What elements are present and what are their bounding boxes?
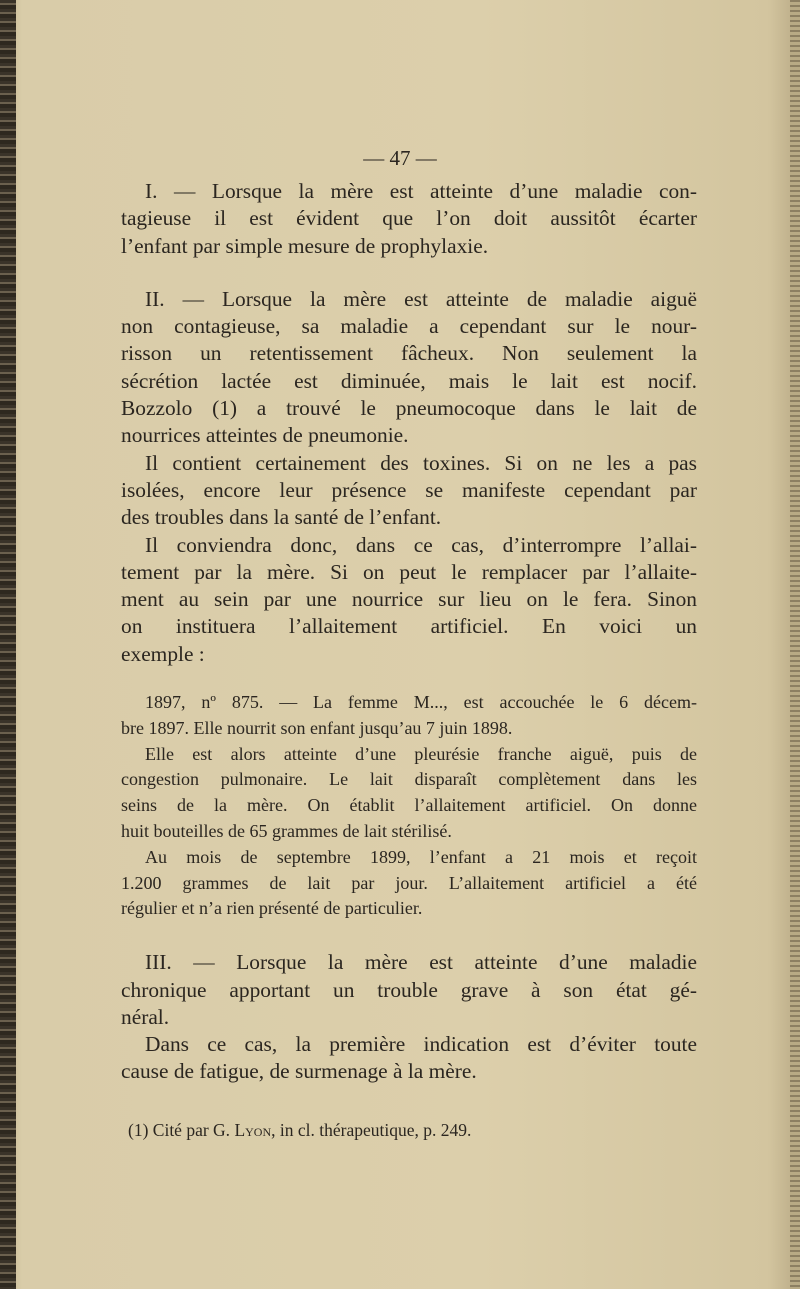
text-line: tagieuse il est évident que l’on doit aussitôt écarter <box>121 206 697 231</box>
text-line: I. — Lorsque la mère est atteinte d’une maladie con- <box>145 179 697 203</box>
text-line: tement par la mère. Si on peut le remplacer par l’allaite- <box>121 559 697 584</box>
text-line: sécrétion lactée est diminuée, mais le lait est nocif. <box>121 368 697 393</box>
text-line: isolées, encore leur présence se manifeste cependant par <box>121 477 697 502</box>
text-line: Dans ce cas, la première indication est d’éviter toute <box>145 1032 697 1057</box>
page-binding <box>0 0 16 1289</box>
text-line: bre 1897. Elle nourrit son enfant jusqu’au 7 juin 1898. <box>121 717 513 738</box>
text-line: on instituera l’allaitement artificiel. En voici un <box>121 614 697 639</box>
text-line: risson un retentissement fâcheux. Non seulement la <box>121 341 697 366</box>
text-line: chronique apportant un trouble grave à son état gé- <box>121 977 697 1002</box>
text-line: l’enfant par simple mesure de prophylaxie. <box>121 233 489 258</box>
text-line: Il contient certainement des toxines. Si on ne les a pas <box>145 450 697 475</box>
text-line: néral. <box>121 1004 170 1029</box>
text-line: 1.200 grammes de lait par jour. L’allaitement artificiel a été <box>121 872 697 893</box>
text-line: Il conviendra donc, dans ce cas, d’interrompre l’allai- <box>145 532 697 557</box>
text-line: Bozzolo (1) a trouvé le pneumocoque dans le lait de <box>121 396 697 421</box>
text-line: Au mois de septembre 1899, l’enfant a 21 mois et reçoit <box>145 846 697 867</box>
text-line: non contagieuse, sa maladie a cependant sur le nour- <box>121 314 697 339</box>
footnote-suffix: , in cl. thérapeutique, p. 249. <box>271 1120 472 1140</box>
text-line: des troubles dans la santé de l’enfant. <box>121 505 442 530</box>
text-line: seins de la mère. On établit l’allaitement artificiel. On donne <box>121 795 697 816</box>
text-line: régulier et n’a rien présenté de particulier. <box>121 898 423 919</box>
page-number: — 47 — <box>363 146 437 170</box>
section-1 <box>121 178 697 260</box>
footnote <box>128 1119 688 1141</box>
text-line: huit bouteilles de 65 grammes de lait stérilisé. <box>121 821 452 842</box>
footnote-prefix: (1) Cité par G. <box>128 1120 231 1140</box>
text-line: ment au sein par une nourrice sur lieu on le fera. Sinon <box>121 587 697 612</box>
section-3 <box>121 949 697 1085</box>
body-text <box>121 178 697 1086</box>
footnote-author: Lyon <box>234 1120 272 1140</box>
section-2 <box>121 286 697 668</box>
text-line: congestion pulmonaire. Le lait disparaît complètement dans les <box>121 769 697 790</box>
text-line: Elle est alors atteinte d’une pleurésie franche aiguë, puis de <box>145 743 697 764</box>
page-edge <box>790 0 800 1289</box>
text-line: II. — Lorsque la mère est atteinte de maladie aiguë <box>145 286 697 311</box>
text-line: cause de fatigue, de surmenage à la mère. <box>121 1059 477 1084</box>
text-line: 1897, nº 875. — La femme M..., est accouchée le 6 décem- <box>145 692 697 713</box>
text-line: nourrices atteintes de pneumonie. <box>121 423 409 448</box>
text-line: exemple : <box>121 641 205 666</box>
text-line: III. — Lorsque la mère est atteinte d’une maladie <box>145 950 697 975</box>
case-report <box>121 690 697 922</box>
